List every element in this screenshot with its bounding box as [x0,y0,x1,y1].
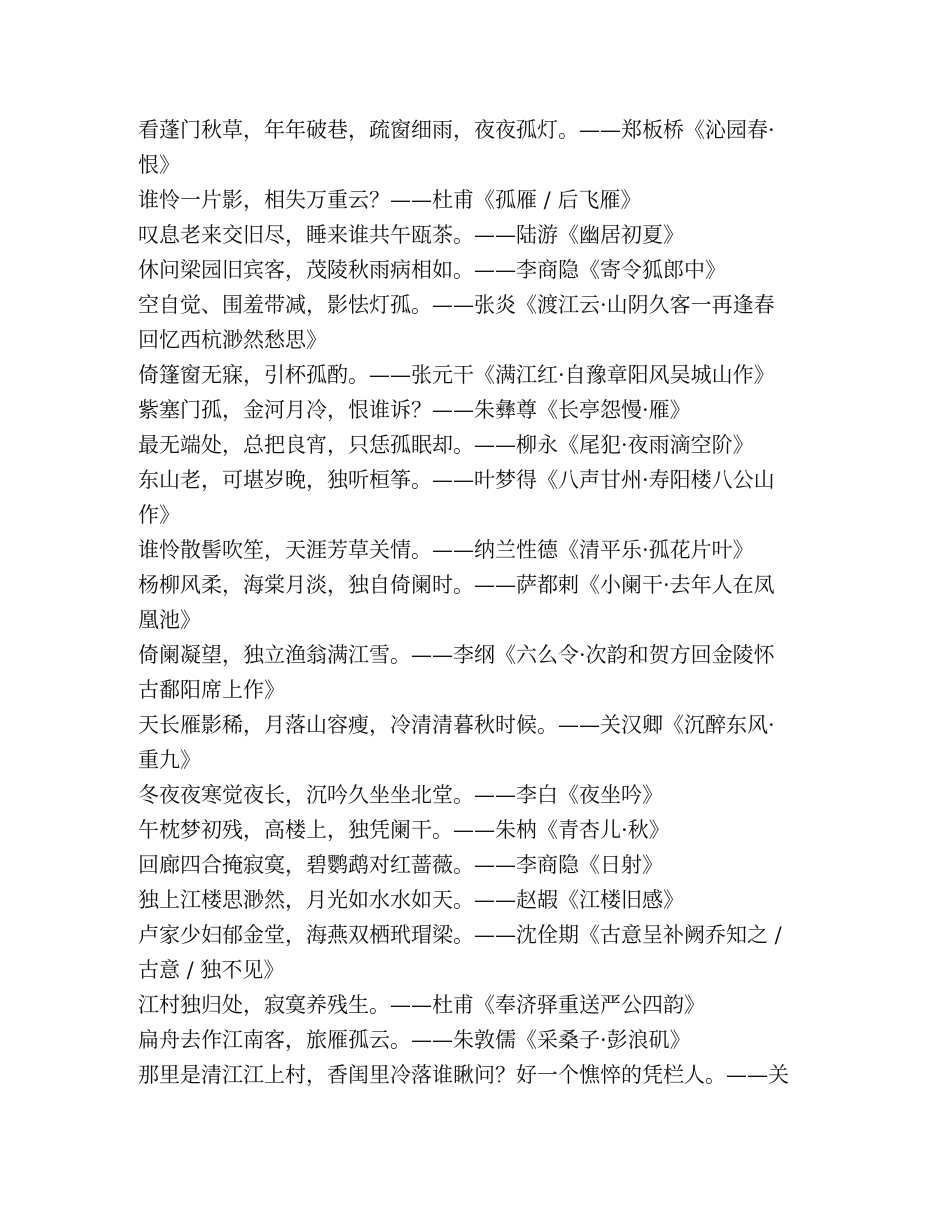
text-line: 江村独归处，寂寞养残生。——杜甫《奉济驿重送严公四韵》 [138,993,705,1017]
text-line: 回忆西杭渺然愁思》 [138,328,327,352]
text-line: 倚阑凝望，独立渔翁满江雪。——李纲《六么令·次韵和贺方回金陵怀 [138,643,775,667]
text-line: 看蓬门秋草，年年破巷，疏窗细雨，夜夜孤灯。——郑板桥《沁园春· [138,118,775,142]
text-line: 古意 / 独不见》 [138,958,285,982]
text-line: 休问梁园旧宾客，茂陵秋雨病相如。——李商隐《寄令狐郎中》 [138,258,726,282]
text-line: 紫塞门孤，金河月冷，恨谁诉？——朱彝尊《长亭怨慢·雁》 [138,398,691,422]
text-line: 倚篷窗无寐，引杯孤酌。——张元干《满江红·自豫章阳风吴城山作》 [138,363,775,387]
text-line: 回廊四合掩寂寞，碧鹦鹉对红蔷薇。——李商隐《日射》 [138,853,663,877]
poem-quote-list [138,113,818,1093]
text-line: 重九》 [138,748,201,772]
text-line: 冬夜夜寒觉夜长，沉吟久坐坐北堂。——李白《夜坐吟》 [138,783,663,807]
text-line: 那里是清江江上村，香闺里冷落谁瞅问？好一个憔悴的凭栏人。——关 [138,1063,789,1087]
text-line: 扁舟去作江南客，旅雁孤云。——朱敦儒《采桑子·彭浪矶》 [138,1028,691,1052]
text-line: 谁怜一片影，相失万重云？——杜甫《孤雁 / 后飞雁》 [138,188,642,212]
text-line: 卢家少妇郁金堂，海燕双栖玳瑁梁。——沈佺期《古意呈补阙乔知之 / [138,923,782,947]
text-line: 叹息老来交旧尽，睡来谁共午瓯茶。——陆游《幽居初夏》 [138,223,684,247]
text-line: 东山老，可堪岁晚，独听桓筝。——叶梦得《八声甘州·寿阳楼八公山 [138,468,775,492]
text-line: 最无端处，总把良宵，只恁孤眠却。——柳永《尾犯·夜雨滴空阶》 [138,433,754,457]
text-line: 空自觉、围羞带减，影怯灯孤。——张炎《渡江云·山阴久客一再逢春 [138,293,775,317]
text-line: 古鄱阳席上作》 [138,678,285,702]
text-line: 谁怜散髻吹笙，天涯芳草关情。——纳兰性德《清平乐·孤花片叶》 [138,538,754,562]
text-line: 午枕梦初残，高楼上，独凭阑干。——朱枘《青杏儿·秋》 [138,818,670,842]
text-line: 恨》 [138,153,180,177]
text-line: 天长雁影稀，月落山容瘦，冷清清暮秋时候。——关汉卿《沉醉东风· [138,713,775,737]
text-line: 作》 [138,503,180,527]
text-line: 独上江楼思渺然，月光如水水如天。——赵嘏《江楼旧感》 [138,888,684,912]
text-line: 凰池》 [138,608,201,632]
text-line: 杨柳风柔，海棠月淡，独自倚阑时。——萨都剌《小阑干·去年人在凤 [138,573,775,597]
